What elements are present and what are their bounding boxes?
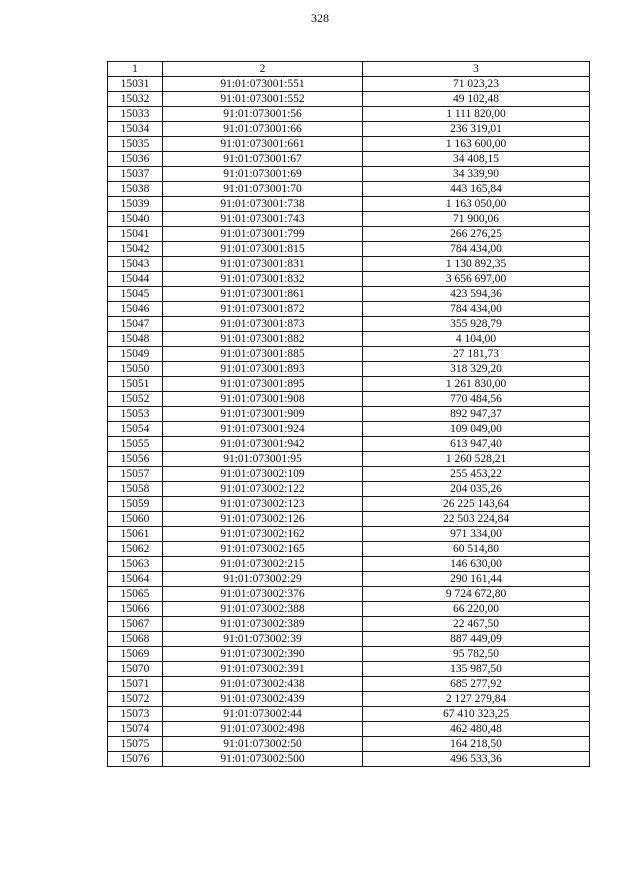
cadastral-value-cell: 971 334,00: [363, 527, 590, 542]
cadastral-value-cell: 135 987,50: [363, 662, 590, 677]
table-row: [108, 557, 590, 572]
table-row: [108, 602, 590, 617]
table-body: [108, 77, 590, 767]
cadastral-number-cell: 91:01:073002:438: [163, 677, 363, 692]
table-row: [108, 332, 590, 347]
row-number-cell: 15076: [108, 752, 163, 767]
cadastral-number-cell: 91:01:073001:69: [163, 167, 363, 182]
cadastral-number-cell: 91:01:073002:165: [163, 542, 363, 557]
cadastral-value-cell: 290 161,44: [363, 572, 590, 587]
cadastral-number-cell: 91:01:073002:109: [163, 467, 363, 482]
table-row: [108, 452, 590, 467]
table-row: [108, 407, 590, 422]
table-row: [108, 242, 590, 257]
table-row: [108, 512, 590, 527]
cadastral-number-cell: 91:01:073002:162: [163, 527, 363, 542]
row-number-cell: 15075: [108, 737, 163, 752]
cadastral-number-cell: 91:01:073002:500: [163, 752, 363, 767]
cadastral-number-cell: 91:01:073002:376: [163, 587, 363, 602]
row-number-cell: 15031: [108, 77, 163, 92]
cadastral-number-cell: 91:01:073002:388: [163, 602, 363, 617]
table-row: [108, 362, 590, 377]
cadastral-number-cell: 91:01:073002:29: [163, 572, 363, 587]
cadastral-value-cell: 443 165,84: [363, 182, 590, 197]
row-number-cell: 15057: [108, 467, 163, 482]
cadastral-number-cell: 91:01:073002:389: [163, 617, 363, 632]
row-number-cell: 15033: [108, 107, 163, 122]
table-row: [108, 572, 590, 587]
cadastral-number-cell: 91:01:073002:215: [163, 557, 363, 572]
cadastral-number-cell: 91:01:073001:909: [163, 407, 363, 422]
header-row: [108, 62, 590, 77]
row-number-cell: 15043: [108, 257, 163, 272]
row-number-cell: 15050: [108, 362, 163, 377]
cadastral-value-cell: 1 111 820,00: [363, 107, 590, 122]
table-row: [108, 422, 590, 437]
row-number-cell: 15055: [108, 437, 163, 452]
table-row: [108, 632, 590, 647]
cadastral-value-cell: 27 181,73: [363, 347, 590, 362]
cadastral-value-cell: 1 260 528,21: [363, 452, 590, 467]
cadastral-number-cell: 91:01:073001:738: [163, 197, 363, 212]
cadastral-value-cell: 164 218,50: [363, 737, 590, 752]
cadastral-value-cell: 26 225 143,64: [363, 497, 590, 512]
cadastral-value-cell: 9 724 672,80: [363, 587, 590, 602]
table-row: [108, 722, 590, 737]
cadastral-value-cell: 66 220,00: [363, 602, 590, 617]
row-number-cell: 15065: [108, 587, 163, 602]
cadastral-value-cell: 255 453,22: [363, 467, 590, 482]
cadastral-value-cell: 146 630,00: [363, 557, 590, 572]
cadastral-value-cell: 60 514,80: [363, 542, 590, 557]
row-number-cell: 15039: [108, 197, 163, 212]
table-row: [108, 677, 590, 692]
cadastral-value-cell: 266 276,25: [363, 227, 590, 242]
cadastral-number-cell: 91:01:073001:873: [163, 317, 363, 332]
cadastral-number-cell: 91:01:073001:552: [163, 92, 363, 107]
table-row: [108, 272, 590, 287]
cadastral-number-cell: 91:01:073001:872: [163, 302, 363, 317]
cadastral-number-cell: 91:01:073001:95: [163, 452, 363, 467]
cadastral-value-cell: 423 594,36: [363, 287, 590, 302]
table-row: [108, 377, 590, 392]
table-row: [108, 752, 590, 767]
cadastral-value-cell: 109 049,00: [363, 422, 590, 437]
cadastral-number-cell: 91:01:073001:815: [163, 242, 363, 257]
row-number-cell: 15047: [108, 317, 163, 332]
column-header-2: 2: [163, 62, 363, 77]
cadastral-number-cell: 91:01:073001:743: [163, 212, 363, 227]
row-number-cell: 15053: [108, 407, 163, 422]
cadastral-number-cell: 91:01:073001:924: [163, 422, 363, 437]
table-row: [108, 212, 590, 227]
cadastral-value-cell: 95 782,50: [363, 647, 590, 662]
cadastral-value-cell: 49 102,48: [363, 92, 590, 107]
row-number-cell: 15037: [108, 167, 163, 182]
table-row: [108, 497, 590, 512]
row-number-cell: 15040: [108, 212, 163, 227]
column-header-1: 1: [108, 62, 163, 77]
table-row: [108, 392, 590, 407]
cadastral-value-cell: 236 319,01: [363, 122, 590, 137]
table-row: [108, 527, 590, 542]
cadastral-value-cell: 496 533,36: [363, 752, 590, 767]
cadastral-number-cell: 91:01:073001:799: [163, 227, 363, 242]
table-row: [108, 287, 590, 302]
row-number-cell: 15048: [108, 332, 163, 347]
table-row: [108, 662, 590, 677]
row-number-cell: 15041: [108, 227, 163, 242]
table-row: [108, 317, 590, 332]
row-number-cell: 15044: [108, 272, 163, 287]
row-number-cell: 15067: [108, 617, 163, 632]
cadastral-value-cell: 2 127 279,84: [363, 692, 590, 707]
table-row: [108, 122, 590, 137]
cadastral-value-cell: 784 434,00: [363, 302, 590, 317]
cadastral-number-cell: 91:01:073001:56: [163, 107, 363, 122]
cadastral-number-cell: 91:01:073001:832: [163, 272, 363, 287]
row-number-cell: 15073: [108, 707, 163, 722]
cadastral-value-cell: 613 947,40: [363, 437, 590, 452]
cadastral-number-cell: 91:01:073001:661: [163, 137, 363, 152]
cadastral-number-cell: 91:01:073002:390: [163, 647, 363, 662]
table-row: [108, 347, 590, 362]
cadastral-value-cell: 784 434,00: [363, 242, 590, 257]
cadastral-value-cell: 318 329,20: [363, 362, 590, 377]
row-number-cell: 15052: [108, 392, 163, 407]
table-row: [108, 152, 590, 167]
row-number-cell: 15032: [108, 92, 163, 107]
cadastral-value-cell: 22 467,50: [363, 617, 590, 632]
row-number-cell: 15072: [108, 692, 163, 707]
row-number-cell: 15042: [108, 242, 163, 257]
cadastral-value-cell: 71 900,06: [363, 212, 590, 227]
cadastral-number-cell: 91:01:073001:831: [163, 257, 363, 272]
cadastral-value-cell: 355 928,79: [363, 317, 590, 332]
table-row: [108, 692, 590, 707]
row-number-cell: 15038: [108, 182, 163, 197]
table-row: [108, 137, 590, 152]
cadastral-value-cell: 892 947,37: [363, 407, 590, 422]
row-number-cell: 15058: [108, 482, 163, 497]
row-number-cell: 15066: [108, 602, 163, 617]
cadastral-value-cell: 71 023,23: [363, 77, 590, 92]
table-row: [108, 227, 590, 242]
table-header: [108, 62, 590, 77]
row-number-cell: 15034: [108, 122, 163, 137]
cadastral-number-cell: 91:01:073002:126: [163, 512, 363, 527]
table-row: [108, 542, 590, 557]
table-row: [108, 647, 590, 662]
cadastral-number-cell: 91:01:073001:893: [163, 362, 363, 377]
cadastral-value-cell: 1 130 892,35: [363, 257, 590, 272]
cadastral-value-cell: 3 656 697,00: [363, 272, 590, 287]
cadastral-number-cell: 91:01:073002:123: [163, 497, 363, 512]
row-number-cell: 15061: [108, 527, 163, 542]
cadastral-number-cell: 91:01:073001:66: [163, 122, 363, 137]
row-number-cell: 15046: [108, 302, 163, 317]
row-number-cell: 15063: [108, 557, 163, 572]
row-number-cell: 15054: [108, 422, 163, 437]
cadastral-number-cell: 91:01:073002:122: [163, 482, 363, 497]
cadastral-value-cell: 34 408,15: [363, 152, 590, 167]
row-number-cell: 15069: [108, 647, 163, 662]
table-row: [108, 707, 590, 722]
cadastral-number-cell: 91:01:073001:551: [163, 77, 363, 92]
table-row: [108, 257, 590, 272]
cadastral-value-cell: 1 163 600,00: [363, 137, 590, 152]
row-number-cell: 15036: [108, 152, 163, 167]
cadastral-value-table: [107, 61, 590, 767]
table-row: [108, 182, 590, 197]
table-row: [108, 467, 590, 482]
cadastral-number-cell: 91:01:073002:39: [163, 632, 363, 647]
cadastral-value-cell: 67 410 323,25: [363, 707, 590, 722]
cadastral-number-cell: 91:01:073001:861: [163, 287, 363, 302]
cadastral-value-cell: 685 277,92: [363, 677, 590, 692]
table-row: [108, 617, 590, 632]
row-number-cell: 15070: [108, 662, 163, 677]
row-number-cell: 15059: [108, 497, 163, 512]
table-row: [108, 482, 590, 497]
cadastral-number-cell: 91:01:073002:439: [163, 692, 363, 707]
cadastral-value-cell: 1 163 050,00: [363, 197, 590, 212]
page-number: 328: [311, 11, 329, 25]
row-number-cell: 15060: [108, 512, 163, 527]
cadastral-value-cell: 462 480,48: [363, 722, 590, 737]
row-number-cell: 15074: [108, 722, 163, 737]
row-number-cell: 15045: [108, 287, 163, 302]
cadastral-value-cell: 204 035,26: [363, 482, 590, 497]
cadastral-number-cell: 91:01:073002:498: [163, 722, 363, 737]
cadastral-number-cell: 91:01:073001:70: [163, 182, 363, 197]
row-number-cell: 15051: [108, 377, 163, 392]
cadastral-value-cell: 1 261 830,00: [363, 377, 590, 392]
table-row: [108, 92, 590, 107]
table-row: [108, 737, 590, 752]
table-row: [108, 302, 590, 317]
table-row: [108, 77, 590, 92]
table-row: [108, 167, 590, 182]
cadastral-number-cell: 91:01:073001:67: [163, 152, 363, 167]
table-row: [108, 197, 590, 212]
cadastral-number-cell: 91:01:073001:908: [163, 392, 363, 407]
cadastral-value-cell: 770 484,56: [363, 392, 590, 407]
cadastral-number-cell: 91:01:073001:882: [163, 332, 363, 347]
cadastral-number-cell: 91:01:073001:942: [163, 437, 363, 452]
cadastral-value-cell: 4 104,00: [363, 332, 590, 347]
cadastral-number-cell: 91:01:073002:50: [163, 737, 363, 752]
table-row: [108, 587, 590, 602]
table-row: [108, 107, 590, 122]
row-number-cell: 15064: [108, 572, 163, 587]
cadastral-value-cell: 22 503 224,84: [363, 512, 590, 527]
cadastral-number-cell: 91:01:073001:885: [163, 347, 363, 362]
row-number-cell: 15062: [108, 542, 163, 557]
row-number-cell: 15068: [108, 632, 163, 647]
cadastral-value-cell: 34 339,90: [363, 167, 590, 182]
cadastral-number-cell: 91:01:073001:895: [163, 377, 363, 392]
cadastral-number-cell: 91:01:073002:391: [163, 662, 363, 677]
row-number-cell: 15035: [108, 137, 163, 152]
cadastral-number-cell: 91:01:073002:44: [163, 707, 363, 722]
row-number-cell: 15056: [108, 452, 163, 467]
column-header-3: 3: [363, 62, 590, 77]
row-number-cell: 15071: [108, 677, 163, 692]
cadastral-value-cell: 887 449,09: [363, 632, 590, 647]
row-number-cell: 15049: [108, 347, 163, 362]
table-row: [108, 437, 590, 452]
